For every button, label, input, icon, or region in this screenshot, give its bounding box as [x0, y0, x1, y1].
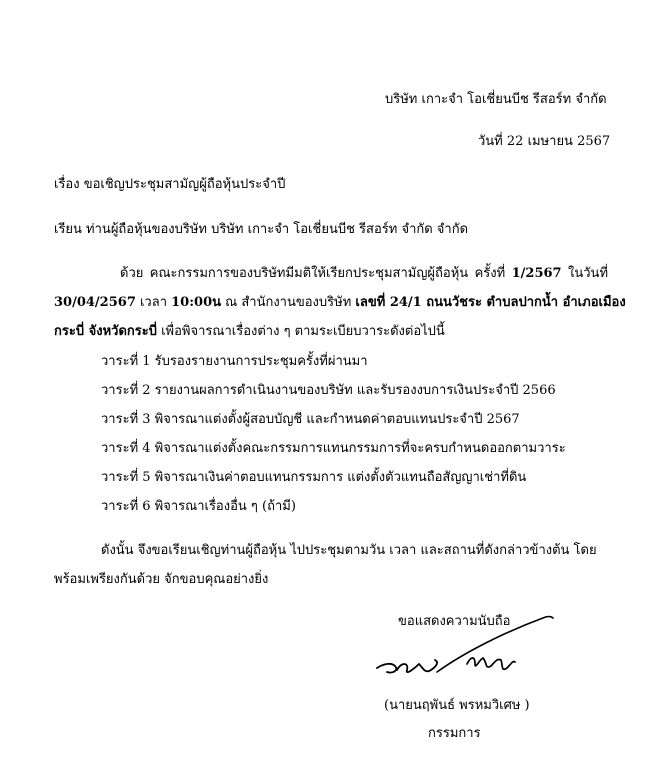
sign-off: ขอแสดงความนับถือ [398, 614, 511, 629]
agenda-item: วาระที่ 2 รายงานผลการดำเนินงานของบริษัท และรับรองงบการเงินประจำปี 2566 [101, 383, 556, 398]
meeting-date: 30/04/2567 [54, 295, 136, 310]
subject-line: เรื่อง ขอเชิญประชุมสามัญผู้ถือหุ้นประจำปี [54, 177, 286, 192]
meeting-time: 10:00น [171, 295, 222, 310]
time-label: เวลา [135, 295, 172, 310]
agenda-intro: เพื่อพิจารณาเรื่องต่าง ๆ ตามระเบียบวาระดังต่อไปนี้ [156, 324, 445, 339]
company-header: บริษัท เกาะจำ โอเชี่ยนบีช รีสอร์ท จำกัด [385, 92, 607, 107]
signer-name: (นายนฤพันธ์ พรหมวิเศษ ) [384, 698, 530, 713]
signature [375, 612, 575, 682]
meeting-number: 1/2567 [511, 266, 562, 281]
agenda-item: วาระที่ 3 พิจารณาแต่งตั้งผู้สอบบัญชี และกำหนดค่าตอบแทนประจำปี 2567 [101, 412, 520, 427]
agenda-item: วาระที่ 4 พิจารณาแต่งตั้งคณะกรรมการแทนกรรมการที่จะครบกำหนดออกตามวาระ [101, 441, 566, 456]
agenda-item: วาระที่ 5 พิจารณาเงินค่าตอบแทนกรรมการ แต่งตั้งตัวแทนถือสัญญาเช่าที่ดิน [101, 470, 527, 485]
date-line: วันที่ 22 เมษายน 2567 [478, 134, 611, 149]
closing-line-1: ดังนั้น จึงขอเรียนเชิญท่านผู้ถือหุ้น ไปประชุมตามวัน เวลา และสถานที่ดังกล่าวข้างต้น โดย [101, 543, 597, 558]
agenda-item: วาระที่ 1 รับรองรายงานการประชุมครั้งที่ผ่านมา [101, 354, 368, 369]
intro-line-2 [54, 291, 626, 312]
place-label: ณ สำนักงานของบริษัท [221, 295, 356, 310]
intro-tail: ในวันที่ [561, 266, 609, 281]
meeting-province: กระบี่ จังหวัดกระบี่ [54, 324, 157, 339]
signer-title: กรรมการ [428, 726, 481, 741]
agenda-item: วาระที่ 6 พิจารณาเรื่องอื่น ๆ (ถ้ามี) [101, 499, 296, 514]
intro-line-1 [120, 262, 608, 283]
salutation-line: เรียน ท่านผู้ถือหุ้นของบริษัท บริษัท เกาะจำ โอเชี่ยนบีช รีสอร์ท จำกัด จำกัด [54, 222, 469, 237]
meeting-address: เลขที่ 24/1 ถนนวัชระ ตำบลปากน้ำ อำเภอเมือง [355, 295, 626, 310]
intro-text: ด้วย คณะกรรมการของบริษัทมีมติให้เรียกประชุมสามัญผู้ถือหุ้น ครั้งที่ [120, 266, 512, 281]
closing-line-2: พร้อมเพรียงกันด้วย จักขอบคุณอย่างยิ่ง [54, 572, 269, 587]
intro-line-3 [54, 320, 445, 341]
